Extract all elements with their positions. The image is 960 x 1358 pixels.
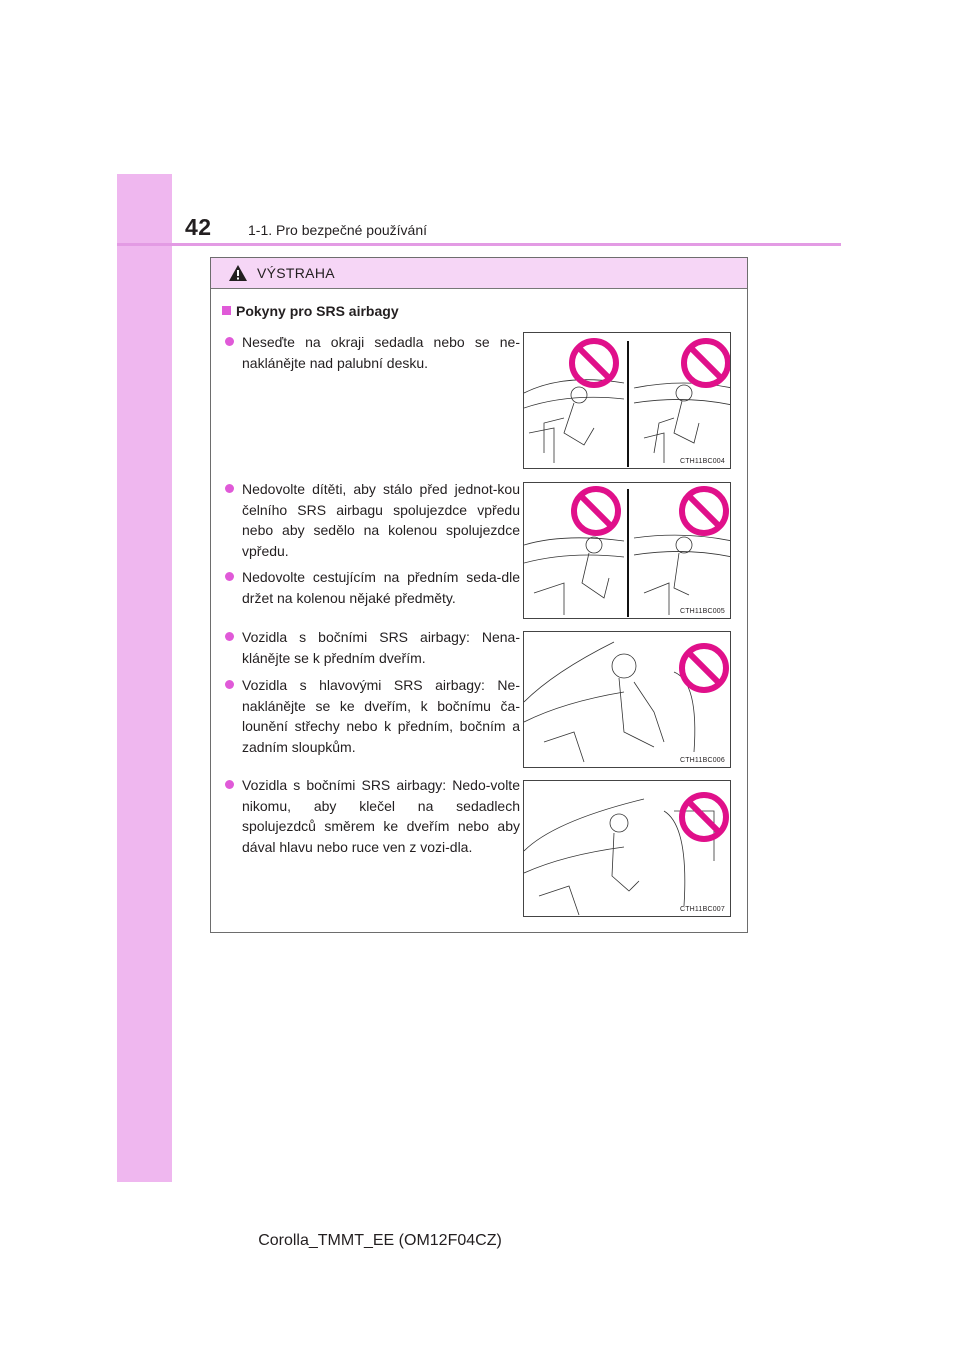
list-item-text: Nedovolte cestujícím na předním seda-dle držet na kolenou nějaké předměty. — [242, 569, 520, 606]
bullet-icon — [225, 337, 234, 346]
list-item-text: Vozidla s bočními SRS airbagy: Nena-klánějte se k předním dveřím. — [242, 629, 520, 666]
illustration-drawing — [524, 483, 731, 619]
illustration-drawing — [524, 333, 731, 469]
square-bullet-icon — [222, 306, 231, 315]
list-item-text: Nedovolte dítěti, aby stálo před jednot-kou čelního SRS airbagu spolujezdce vpředu nebo aby sedělo na kolenou spolujezdce vpředu. — [242, 481, 520, 559]
prohibition-sign-icon — [574, 489, 618, 533]
illustration-code: CTH11BC005 — [679, 608, 725, 615]
header-divider — [117, 243, 841, 246]
footer-document-code: Corolla_TMMT_EE (OM12F04CZ) — [258, 1232, 502, 1249]
bullet-icon — [225, 680, 234, 689]
illustration-kneel-seat — [523, 780, 731, 917]
list-item-text: Vozidla s hlavovými SRS airbagy: Ne-naklánějte se ke dveřím, k bočnímu ča-lounění střechy nebo k předním, bočním a zadním sloupkům. — [242, 677, 520, 755]
illustration-drawing — [524, 781, 731, 917]
list-item — [225, 675, 520, 757]
warning-title: VÝSTRAHA — [257, 265, 335, 281]
warning-section-heading — [222, 303, 399, 319]
illustration-lean-dashboard — [523, 332, 731, 469]
prohibition-sign-icon — [572, 341, 616, 385]
prohibition-sign-icon — [684, 341, 728, 385]
warning-header — [211, 258, 747, 289]
illustration-code: CTH11BC004 — [679, 458, 725, 465]
illustration-code: CTH11BC007 — [679, 906, 725, 913]
page-number: 42 — [185, 214, 212, 240]
warning-section-title: Pokyny pro SRS airbagy — [236, 303, 399, 319]
page-side-tab — [117, 174, 172, 1182]
list-item-text: Vozidla s bočními SRS airbagy: Nedo-volte nikomu, aby klečel na sedadlech spolujezdců směrem ke dveřím nebo aby dával hlavu nebo ruce ven z vozi-dla. — [242, 777, 520, 855]
warning-triangle-icon — [228, 264, 248, 282]
illustration-code: CTH11BC006 — [679, 757, 725, 764]
list-item — [225, 775, 520, 857]
list-item — [225, 332, 520, 373]
section-title: 1-1. Pro bezpečné používání — [248, 222, 428, 238]
bullet-icon — [225, 632, 234, 641]
list-item — [225, 479, 520, 561]
illustration-child-front-seat — [523, 482, 731, 619]
illustration-lean-door — [523, 631, 731, 768]
warning-box — [210, 257, 748, 933]
prohibition-sign-icon — [682, 795, 726, 839]
illustration-drawing — [524, 632, 731, 768]
list-item — [225, 627, 520, 668]
prohibition-sign-icon — [682, 489, 726, 533]
bullet-icon — [225, 572, 234, 581]
bullet-icon — [225, 780, 234, 789]
list-item — [225, 567, 520, 608]
list-item-text: Neseďte na okraji sedadla nebo se ne-naklánějte nad palubní desku. — [242, 334, 520, 371]
bullet-icon — [225, 484, 234, 493]
prohibition-sign-icon — [682, 646, 726, 690]
